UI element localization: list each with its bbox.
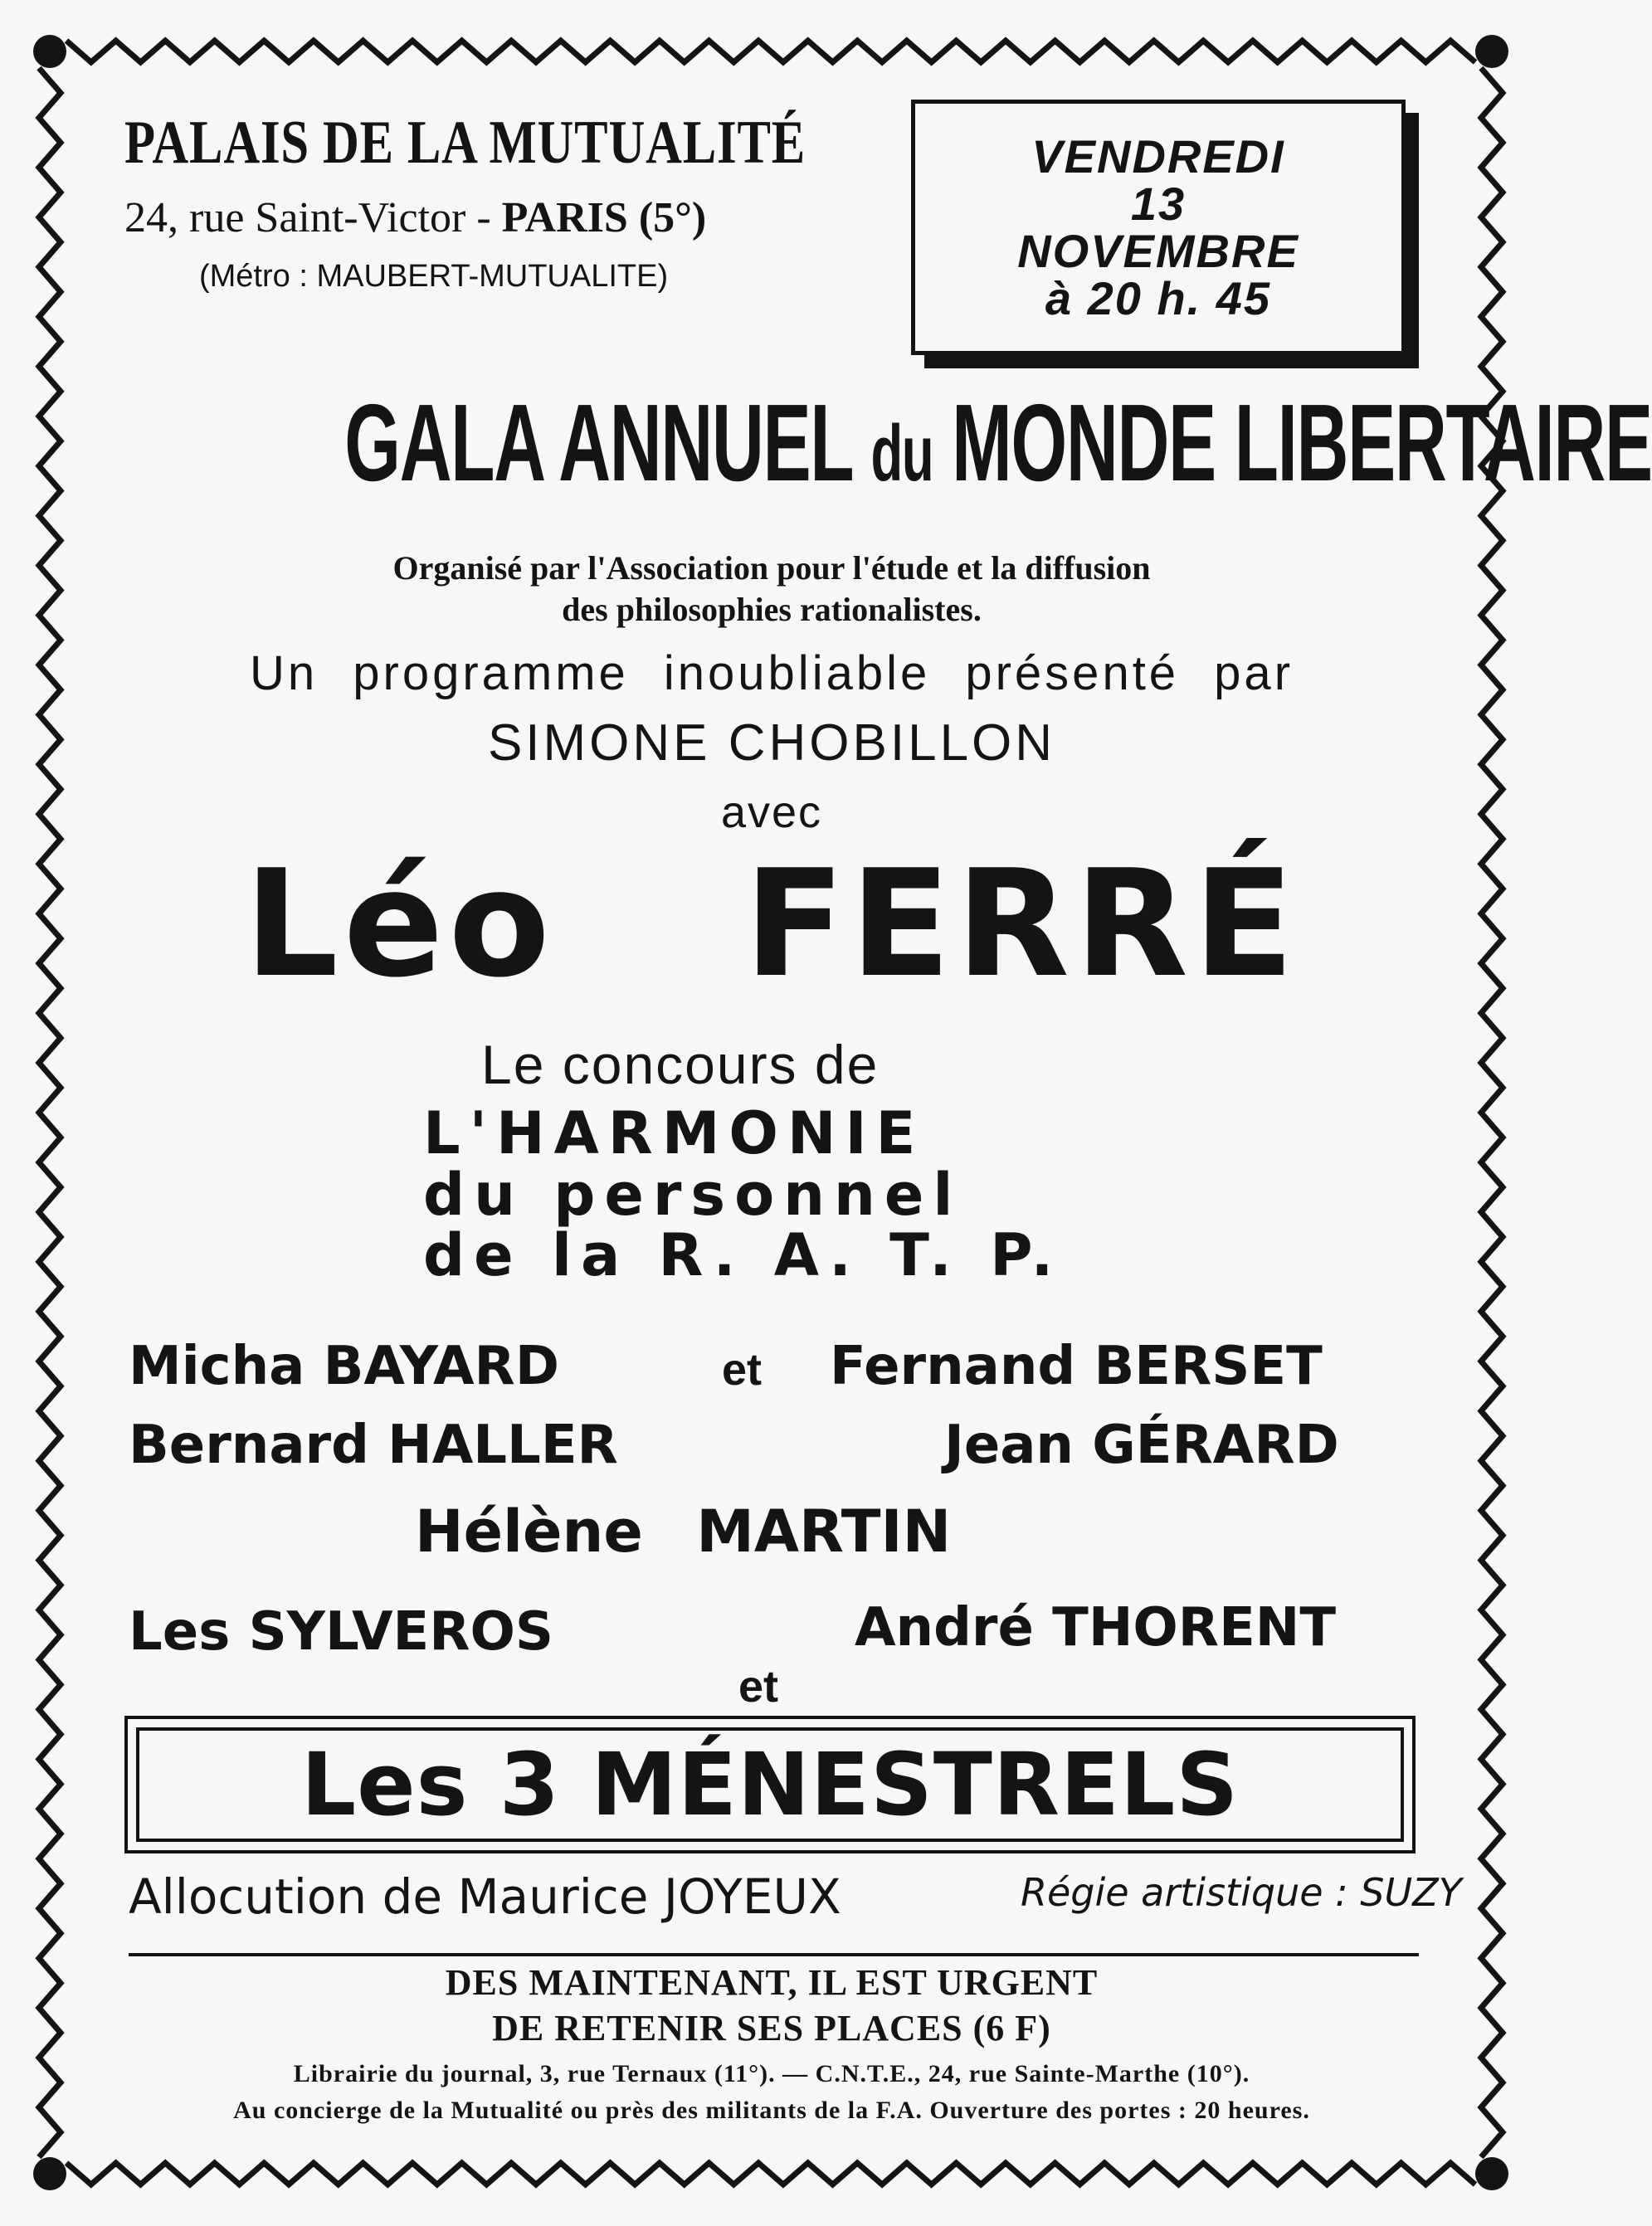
venue-address — [124, 193, 838, 242]
urgent-line-1: DES MAINTENANT, IL EST URGENT — [445, 1962, 1099, 2003]
venue-street: 24, rue Saint-Victor - — [124, 194, 502, 241]
harmonie-block — [423, 1099, 1063, 1289]
artist-conjunction-1: et — [722, 1345, 763, 1395]
urgent-notice — [124, 1960, 1419, 2051]
footer-divider — [129, 1953, 1419, 1956]
artist-bernard-haller: Bernard HALLER — [129, 1415, 618, 1476]
event-title-part2: MONDE LIBERTAIRE — [933, 382, 1652, 504]
harmonie-line-2: du personnel — [423, 1160, 962, 1229]
artist-helene-martin: Hélène MARTIN — [415, 1498, 952, 1566]
venue-name: PALAIS DE LA MUTUALITÉ — [124, 109, 807, 177]
footer-info — [124, 2056, 1419, 2128]
venue-block — [124, 108, 838, 295]
organiser-text — [249, 548, 1294, 631]
artist-conjunction-2: et — [738, 1662, 779, 1712]
artist-andre-thorent: André THORENT — [855, 1597, 1336, 1659]
concours-intro: Le concours de — [481, 1034, 880, 1095]
artist-micha-bayard: Micha BAYARD — [129, 1336, 559, 1397]
footer-concierge: Au concierge de la Mutualité ou près des militants de la F.A. Ouverture des portes : 20 heures. — [233, 2096, 1310, 2124]
event-title-part1: GALA ANNUEL — [344, 382, 871, 504]
organiser-line-1: Organisé par l'Association pour l'étude et la diffusion — [392, 549, 1151, 587]
event-title — [344, 380, 1652, 505]
event-title-du: du — [870, 409, 933, 498]
artist-les-sylveros: Les SYLVEROS — [129, 1601, 553, 1663]
artist-fernand-berset: Fernand BERSET — [830, 1336, 1323, 1397]
venue-city: PARIS (5°) — [501, 194, 707, 241]
avec-text: avec — [720, 787, 823, 837]
artist-jean-gerard: Jean GÉRARD — [944, 1415, 1339, 1476]
programme-intro: Un programme inoubliable présenté par — [249, 646, 1294, 700]
harmonie-line-1: L'HARMONIE — [423, 1099, 925, 1167]
harmonie-line-3: de la R. A. T. P. — [423, 1221, 1063, 1289]
date-number: 13 — [1130, 177, 1187, 230]
date-box — [911, 100, 1406, 355]
allocution-credit: Allocution de Maurice JOYEUX — [129, 1868, 841, 1925]
headliner-name: Léo FERRÉ — [244, 838, 1299, 1010]
regie-credit: Régie artistique : SUZY — [1021, 1870, 1462, 1915]
footer-librairie: Librairie du journal, 3, rue Ternaux (11°). — C.N.T.E., 24, rue Sainte-Marthe (10°). — [293, 2060, 1250, 2087]
date-day: VENDREDI — [1031, 129, 1285, 183]
menestrels-banner: Les 3 MÉNESTRELS — [124, 1716, 1416, 1853]
presenter-name: SIMONE CHOBILLON — [487, 714, 1056, 772]
urgent-line-2: DE RETENIR SES PLACES (6 F) — [492, 2008, 1051, 2048]
date-time: à 20 h. 45 — [1045, 272, 1272, 325]
date-month: NOVEMBRE — [1017, 225, 1299, 277]
venue-metro: (Métro : MAUBERT-MUTUALITE) — [199, 259, 669, 294]
organiser-line-2: des philosophies rationalistes. — [562, 591, 982, 628]
